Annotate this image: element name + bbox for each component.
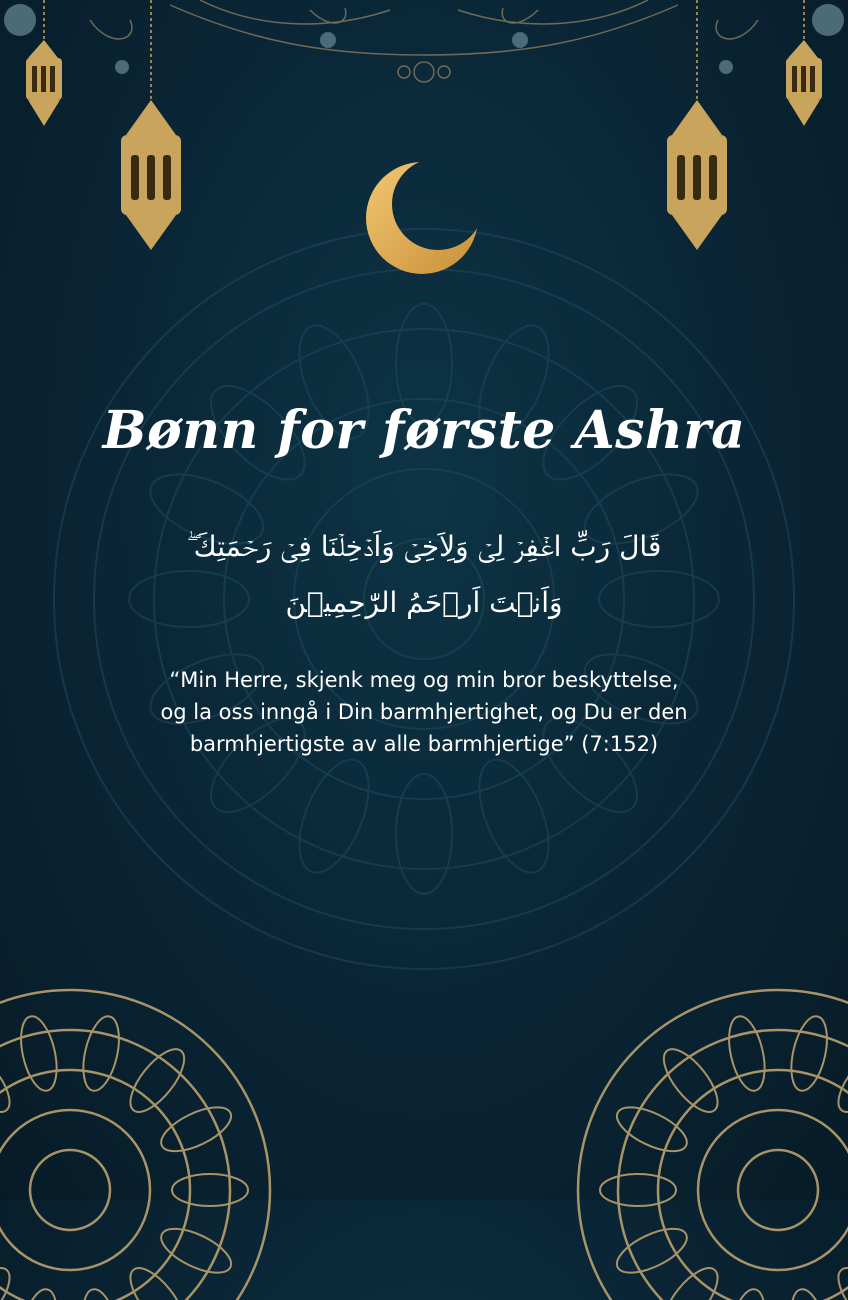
lantern-icon xyxy=(782,0,826,130)
arabic-verse-line: قَالَ رَبِّ اغۡفِرۡ لِىۡ وَلِاَخِىۡ وَاَدۡخِلۡنَا فِىۡ رَحۡمَتِكَ ۖ xyxy=(186,530,662,563)
lantern-icon xyxy=(662,0,732,255)
lantern-icon xyxy=(116,0,186,255)
mandala-corner-right xyxy=(548,960,848,1300)
lantern-icon xyxy=(22,0,66,130)
crescent-moon-icon xyxy=(364,158,484,278)
translation-line: barmhjertigste av alle barmhjertige” (7:152) xyxy=(189,732,659,756)
page-title: Bønn for første Ashra xyxy=(102,400,746,461)
translation-line: og la oss inngå i Din barmhjertighet, og Du er den xyxy=(160,700,688,724)
arabic-verse-line: وَاَنۡتَ اَرۡحَمُ الرّٰحِمِيۡنَ xyxy=(285,586,563,619)
mandala-corner-left xyxy=(0,960,300,1300)
translation-line: “Min Herre, skjenk meg og min bror beskyttelse, xyxy=(169,668,679,692)
